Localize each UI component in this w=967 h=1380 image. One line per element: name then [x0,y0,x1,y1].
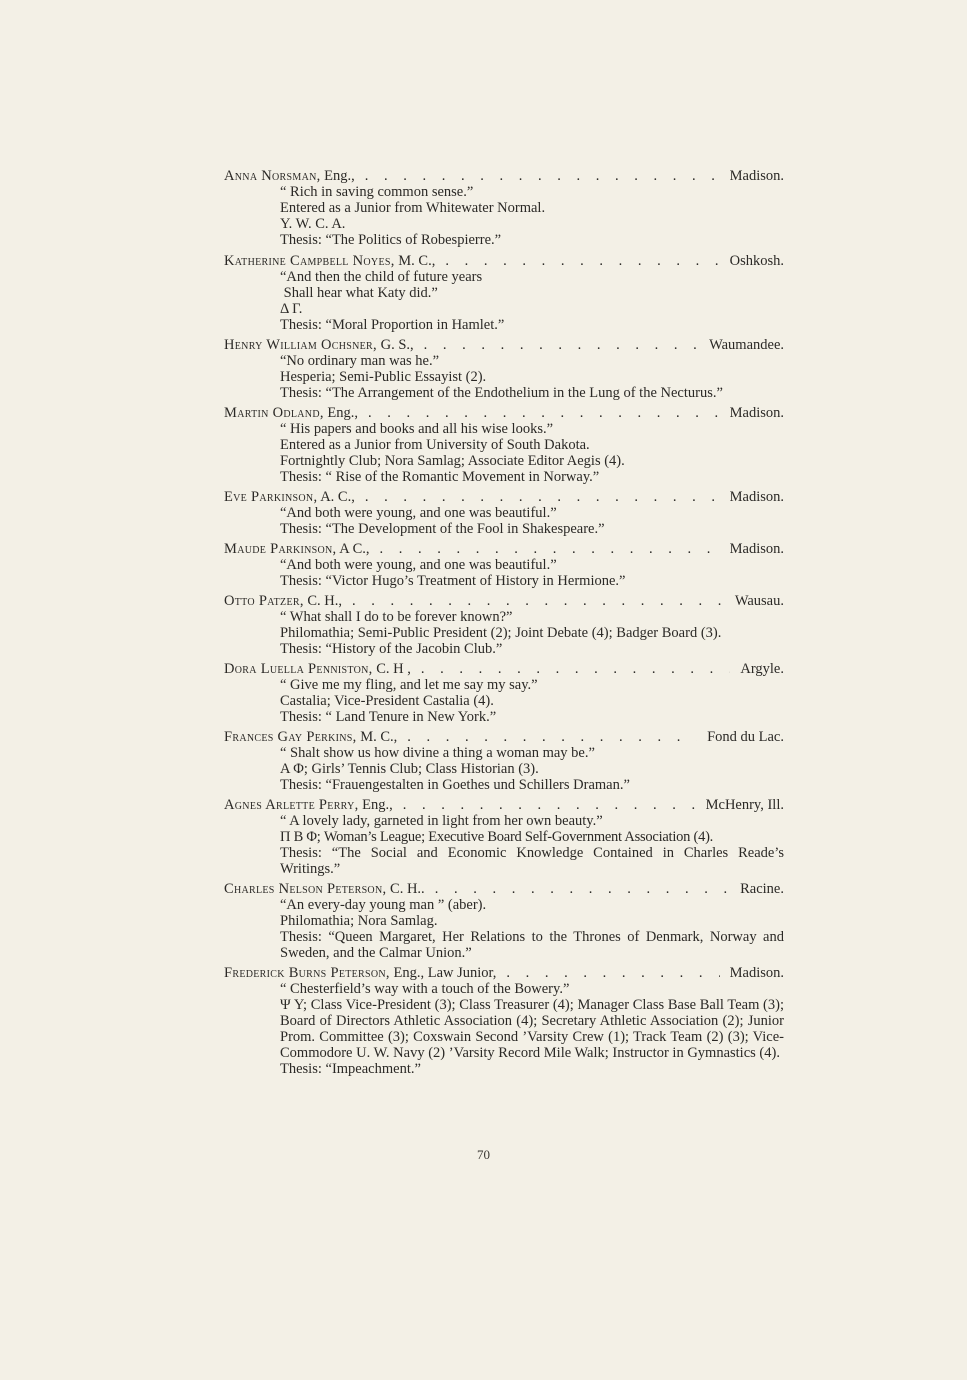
entry-frederick-peterson [224,965,784,1077]
course: C. H , [372,661,411,677]
entry-heading [224,253,784,269]
leader-dots [421,661,731,677]
leader-dots [368,405,720,421]
student-name: Dora Luella Penniston, [224,661,373,677]
quote-line: “And both were young, and one was beautiful.” [280,505,557,521]
entry-heading [224,593,784,609]
entry-heading [224,337,784,353]
entry-dora-penniston [224,661,784,725]
detail-line: Castalia; Vice-President Castalia (4). [280,693,494,709]
course: M. C., [394,253,436,269]
entry-heading [224,797,784,813]
hometown: Madison. [729,405,784,421]
hometown: McHenry, Ill. [705,797,784,813]
thesis-line: Thesis: “Moral Proportion in Hamlet.” [280,317,505,333]
hometown: Madison. [729,168,784,184]
leader-dots [506,965,719,981]
entry-katherine-noyes [224,253,784,333]
leader-dots [365,168,720,184]
entry-frances-perkins [224,729,784,793]
quote-line: “ What shall I do to be forever known?” [280,609,513,625]
hometown: Madison. [729,541,784,557]
entry-heading [224,881,784,897]
leader-dots [424,337,699,353]
entry-henry-ochsner [224,337,784,401]
hometown: Wausau. [734,593,784,609]
thesis-line: Thesis: “The Politics of Robespierre.” [280,232,502,248]
activities-paragraph: Philomathia; Semi-Public President (2); Joint Debate (4); Badger Board (3). [280,625,722,641]
course: A. C., [317,489,355,505]
entry-eve-parkinson [224,489,784,537]
thesis-line: Thesis: “The Development of the Fool in Shakespeare.” [280,521,605,537]
leader-dots [380,541,720,557]
quote-line: “ His papers and books and all his wise looks.” [280,421,554,437]
student-name: Anna Norsman, [224,168,321,184]
detail-line: Entered as a Junior from Whitewater Normal. [280,200,546,216]
course: A C., [336,541,370,557]
student-name: Otto Patzer, [224,593,304,609]
quote-line: “ Chesterfield’s way with a touch of the Bowery.” [280,981,570,997]
detail-line: Hesperia; Semi-Public Essayist (2). [280,369,487,385]
quote-line: “ A lovely lady, garneted in light from her own beauty.” [280,813,603,829]
thesis-line: Thesis: “History of the Jacobin Club.” [280,641,503,657]
quote-line: “ Rich in saving common sense.” [280,184,474,200]
student-name: Eve Parkinson, [224,489,318,505]
thesis-line: Thesis: “The Arrangement of the Endothelium in the Lung of the Necturus.” [280,385,723,401]
student-name: Henry William Ochsner, [224,337,377,353]
student-name: Charles Nelson Peterson, [224,881,387,897]
activities-paragraph: Ψ Υ; Class Vice-President (3); Class Treasurer (4); Manager Class Base Ball Team (3); Board of Directors Athletic Association (4); Secretary Athletic Association (2); Junior Prom. Committee (3); Coxswain Second ’Varsity Crew (1); Track Team (2) (3); Vice-Commodore U. W. Navy (2) ’Varsity Record Mile Walk; Instructor in Gymnastics (4). [280,997,784,1061]
thesis-line: Thesis: “Frauengestalten in Goethes und Schillers Draman.” [280,777,630,793]
detail-line: Philomathia; Nora Samlag. [280,913,438,929]
entry-otto-patzer [224,593,784,657]
course: Eng., Law Junior, [389,965,497,981]
course: M. C., [356,729,398,745]
entry-heading [224,541,784,557]
hometown: Madison. [729,965,784,981]
student-name: Frances Gay Perkins, [224,729,357,745]
page-number: 70 [477,1147,490,1162]
student-name: Katherine Campbell Noyes, [224,253,395,269]
leader-dots [445,253,719,269]
detail-line: Δ Γ. [280,301,303,317]
hometown: Oshkosh. [729,253,784,269]
entry-maude-parkinson [224,541,784,589]
student-name: Agnes Arlette Perry, [224,797,359,813]
leader-dots [352,593,725,609]
course: Eng., [358,797,393,813]
entry-heading [224,965,784,981]
entry-heading [224,661,784,677]
course: Eng., [323,405,358,421]
entry-heading [224,729,784,745]
entry-heading [224,489,784,505]
quote-line: “ Shalt show us how divine a thing a woman may be.” [280,745,595,761]
thesis-line: Thesis: “Impeachment.” [280,1061,421,1077]
hometown: Racine. [740,881,784,897]
entry-martin-odland [224,405,784,485]
detail-line: Α Φ; Girls’ Tennis Club; Class Historian (3). [280,761,539,777]
thesis-line: Thesis: “Queen Margaret, Her Relations to the Thrones of Denmark, Norway and Sweden, and the Calmar Union.” [280,929,784,961]
hometown: Fond du Lac. [707,729,784,745]
course: C. H.. [386,881,425,897]
detail-line: Π Β Φ; Woman’s League; Executive Board Self-Government Association (4). [280,829,714,845]
entry-agnes-perry [224,797,784,877]
thesis-line: Thesis: “Victor Hugo’s Treatment of History in Hermione.” [280,573,626,589]
entry-heading [224,405,784,421]
entry-charles-peterson [224,881,784,961]
detail-line: Y. W. C. A. [280,216,346,232]
quote-line: “And both were young, and one was beautiful.” [280,557,557,573]
student-name: Maude Parkinson, [224,541,337,557]
leader-dots [403,797,696,813]
thesis-line: Thesis: “ Land Tenure in New York.” [280,709,497,725]
thesis-line: Thesis: “ Rise of the Romantic Movement in Norway.” [280,469,600,485]
leader-dots [407,729,697,745]
quote-line: “No ordinary man was he.” [280,353,440,369]
student-name: Frederick Burns Peterson, [224,965,390,981]
hometown: Waumandee. [709,337,784,353]
quote-line: “ Give me my fling, and let me say my say.” [280,677,538,693]
hometown: Madison. [729,489,784,505]
quote-line: “An every-day young man ” (aber). [280,897,487,913]
leader-dots [435,881,730,897]
course: Eng., [320,168,355,184]
entry-heading [224,168,784,184]
senior-entries-list [224,168,784,1077]
thesis-line: Thesis: “The Social and Economic Knowledge Contained in Charles Reade’s Writings.” [280,845,784,877]
quote-line: “And then the child of future years [280,269,483,285]
student-name: Martin Odland, [224,405,324,421]
leader-dots [365,489,720,505]
hometown: Argyle. [740,661,784,677]
quote-line: Shall hear what Katy did.” [280,285,438,301]
detail-line: Fortnightly Club; Nora Samlag; Associate Editor Aegis (4). [280,453,625,469]
detail-line: Entered as a Junior from University of South Dakota. [280,437,590,453]
entry-anna-norsman [224,168,784,248]
course: C. H., [303,593,343,609]
course: G. S., [376,337,414,353]
